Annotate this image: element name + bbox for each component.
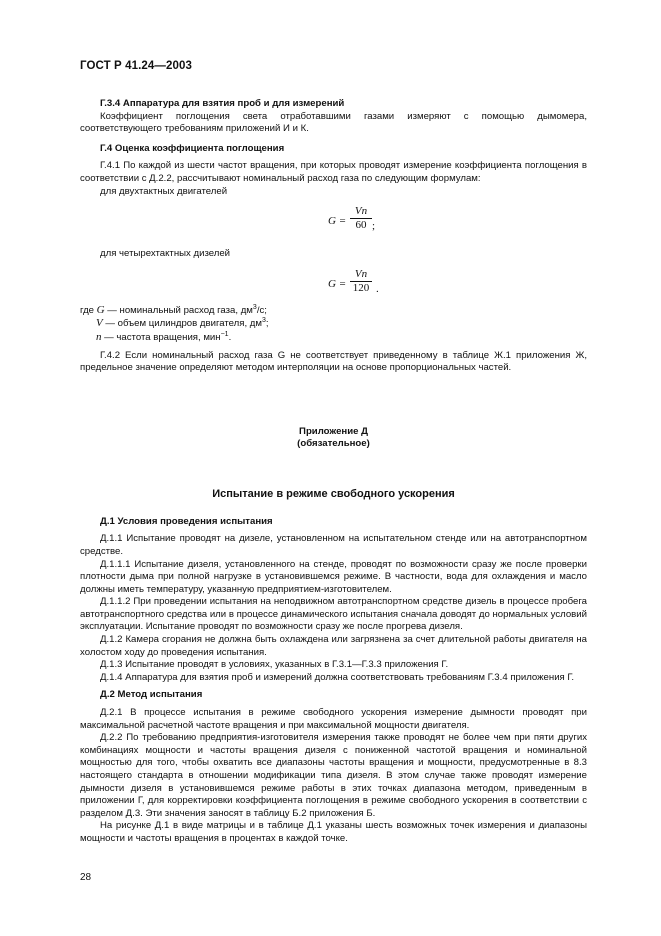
where-line-g <box>80 304 587 318</box>
where-prefix: где <box>80 304 97 316</box>
formula-denominator: 60 <box>355 219 367 232</box>
appendix-title: Испытание в режиме свободного ускорения <box>212 487 455 500</box>
page-content <box>80 98 587 846</box>
document-header: ГОСТ Р 41.24—2003 <box>80 60 192 72</box>
paragraph-g4-2: Г.4.2 Если номинальный расход газа G не соответствует приведенному в таблице Ж.1 приложения Ж, предельное значение определяют методом интерполяции на основе пропорциональных частей. <box>80 349 587 374</box>
paragraph-g4-1: Г.4.1 По каждой из шести частот вращения, при которых проводят измерение коэффициента поглощения в соответствии с Д.2.2, рассчитывают номинальный расход газа по следующим формулам: <box>80 160 587 184</box>
where-line-n <box>80 331 587 345</box>
formula-numerator: Vn <box>350 205 372 219</box>
paragraph-d2-1: Д.2.1 В процессе испытания в режиме свободного ускорения измерение дымности проводят при максимальной расчетной частоте вращения и при максимальной мощности двигателя. <box>80 707 587 731</box>
paragraph-g3-4: Коэффициент поглощения света отработавшими газами измеряют с помощью дымомера, соответствующего требованиям приложений И и К. <box>80 110 587 135</box>
page-number: 28 <box>80 872 92 883</box>
where-n-text: — частота вращения, мин <box>101 331 221 343</box>
symbol-n: n <box>96 330 102 343</box>
where-g-sup: 3 <box>252 303 257 311</box>
paragraph-d1-4: Д.1.4 Аппаратура для взятия проб и измерений должна соответствовать требованиям Г.3.4 приложения Г. <box>100 671 575 683</box>
section-heading-g3-4: Г.3.4 Аппаратура для взятия проб и для измерений <box>100 98 345 109</box>
symbol-v: V <box>96 317 103 330</box>
where-v-tail: ; <box>265 318 269 330</box>
section-heading-g4: Г.4 Оценка коэффициента поглощения <box>100 142 285 154</box>
paragraph-d1-1-2: Д.1.1.2 При проведении испытания на неподвижном автотранспортном средстве дизель в процессе пробега автотранспортного средства или в процессе динамического испытания сначала доводят до нормальных условий эксплуатации. Испытание проводят по возможности сразу же после прогрева дизеля. <box>80 596 587 633</box>
formula-two-stroke <box>80 205 587 235</box>
formula-four-stroke <box>80 268 587 298</box>
formula-numerator: Vn <box>350 268 372 282</box>
paragraph-d2-2: Д.2.2 По требованию предприятия-изготовителя измерения также проводят не более чем при пяти других комбинациях мощности и частоты вращения дизеля с пониженной частотой вращения и номинальной мощностью для того, чтобы охватить все диапазоны частоты вращения и мощности, предусмотренные в 8.3 настоящего стандарта в отношении модификации типа дизеля. В этом случае также проводят измерение дымности дизеля в установившемся режиме работы в этих точках диапазона методом, приведенным в приложении Г, для корректировки коэффициента поглощения в режиме свободного ускорения в соответствии с разделом Д.3. Эти значения заносят в таблицу Б.2 приложения Б. <box>80 732 587 819</box>
paragraph-d1-1-1: Д.1.1.1 Испытание дизеля, установленного на стенде, проводят по возможности сразу же после проверки плотности дыма при полной нагрузке в установившемся режиме. В частности, вода для охлаждения и масло должны иметь температуру, указанную предприятием-изготовителем. <box>80 558 587 595</box>
formula-fraction <box>350 205 372 232</box>
where-g-text: — номинальный расход газа, дм <box>104 304 253 316</box>
paragraph-d1-3: Д.1.3 Испытание проводят в условиях, указанных в Г.3.1—Г.3.3 приложения Г. <box>100 659 449 671</box>
where-line-v <box>80 317 587 331</box>
where-n-sup: −1 <box>220 330 229 338</box>
paragraph-d1-2: Д.1.2 Камера сгорания не должна быть охлаждена или загрязнена за счет длительной работы двигателя на холостом ходу до проведения испытания. <box>80 634 587 658</box>
label-four-stroke: для четырехтактных дизелей <box>100 248 231 260</box>
appendix-status: (обязательное) <box>297 437 370 449</box>
where-g-tail: /с; <box>256 304 267 316</box>
section-heading-d2: Д.2 Метод испытания <box>100 689 203 701</box>
formula-fraction <box>350 268 372 295</box>
where-v-sup: 3 <box>262 317 266 325</box>
where-v-text: — объем цилиндров двигателя, дм <box>102 318 262 330</box>
section-heading-d1: Д.1 Условия проведения испытания <box>100 515 273 527</box>
appendix-name: Приложение Д <box>299 425 368 437</box>
formula-lhs: G = <box>328 215 347 228</box>
formula-tail: . <box>376 282 379 295</box>
label-two-stroke: для двухтактных двигателей <box>100 185 228 197</box>
where-n-tail: . <box>228 331 232 343</box>
formula-lhs: G = <box>328 277 347 290</box>
formula-tail: ; <box>372 220 376 233</box>
formula-denominator: 120 <box>352 281 370 294</box>
paragraph-d2-3: На рисунке Д.1 в виде матрицы и в таблице Д.1 указаны шесть возможных точек измерения и диапазоны мощности и частоты вращения в процентах в каждой точке. <box>80 820 587 844</box>
paragraph-d1-1: Д.1.1 Испытание проводят на дизеле, установленном на испытательном стенде или на автотранспортном средстве. <box>80 533 587 557</box>
symbol-g: G <box>96 303 105 316</box>
